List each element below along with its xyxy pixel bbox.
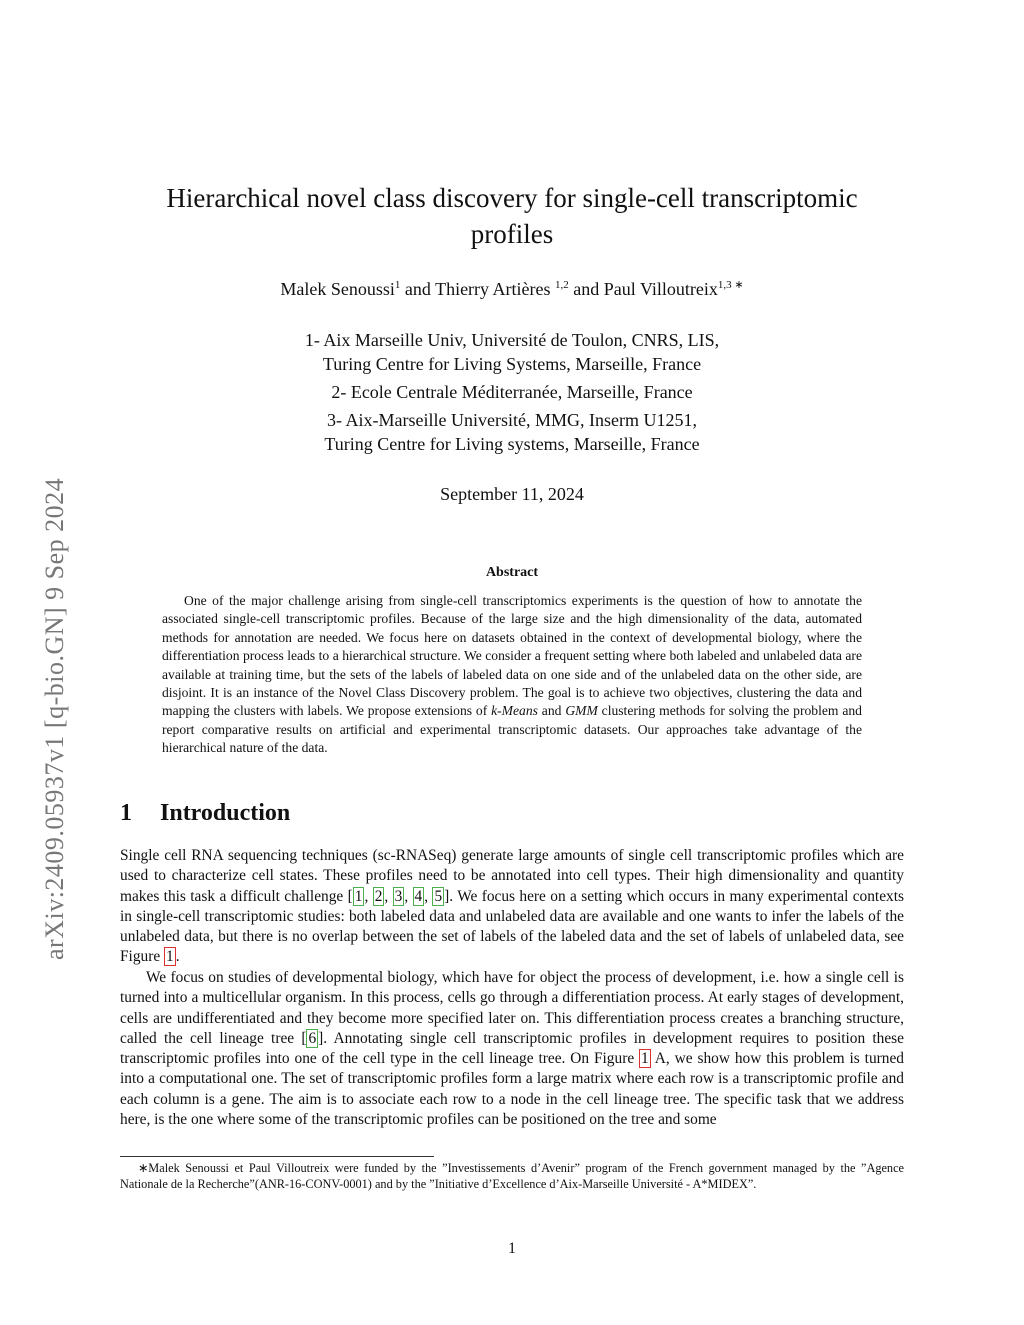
section-number: 1 <box>120 800 132 826</box>
intro-paragraph-2 <box>120 968 904 1130</box>
affiliation-line: 1- Aix Marseille Univ, Université de Toulon, CNRS, LIS, <box>304 330 720 350</box>
author-separator: and Thierry Artières <box>400 279 556 299</box>
paragraph-text: ]. Annotating single cell transcriptomic profiles in development requires to position these transcriptomic profiles into one of the cell type in the cell lineage tree. On Figure <box>120 1029 904 1068</box>
citation-link[interactable]: 1 <box>354 887 363 905</box>
author-affil-mark: 1,2 <box>555 279 569 291</box>
paragraph-text: ]. We focus here on a setting which occurs in many experimental contexts in single-cell transcriptomic studies: both labeled data and unlabeled data are available and one wants to infer the labels of the unlabeled data, but there is no overlap between the set of labels of the labeled data and the set of labels of unlabeled data, see Figure <box>120 887 905 966</box>
section-title: Introduction <box>160 800 291 826</box>
figure-link[interactable]: 1 <box>166 948 174 966</box>
abstract-term-gmm: GMM <box>565 703 598 719</box>
abstract-text: One of the major challenge arising from single-cell transcriptomics experiments is the question of how to annotate the associated single-cell transcriptomic profiles. Because of the large size and the high dimensionality of the data, automated methods for annotation are needed. We focus here on datasets obtained in the context of developmental biology, where the differentiation process leads to a hierarchical structure. We consider a frequent setting where both labeled and unlabeled data are available at training time, but the sets of the labels of labeled data on one side and of the unlabeled data on the other side, are disjoint. It is an instance of the Novel Class Discovery problem. The goal is to achieve two objectives, clustering the data and mapping the clusters with labels. We propose extensions of <box>162 593 862 719</box>
author-affil-mark: 1 <box>394 279 401 291</box>
affiliation-3 <box>120 408 904 456</box>
paragraph-text: Single cell RNA sequencing techniques (sc-RNASeq) generate large amounts of single cell transcriptomic profiles which are used to characterize cell states. These profiles need to be annotated into cell types. Their high dimensionality and quantity makes this task a difficult challenge [ <box>120 847 904 905</box>
footnote-divider <box>120 1156 434 1157</box>
title-line-2: profiles <box>470 219 554 249</box>
paragraph-text: . <box>175 948 180 966</box>
paper-title <box>120 180 904 252</box>
arxiv-identifier-stamp[interactable]: arXiv:2409.05937v1 [q-bio.GN] 9 Sep 2024 <box>40 477 69 960</box>
author-list <box>120 272 904 302</box>
author-separator: and Paul Villoutreix <box>568 279 718 299</box>
citation-link[interactable]: 3 <box>394 887 403 905</box>
affiliation-line: Turing Centre for Living Systems, Marseille, France <box>322 354 702 374</box>
publication-date: September 11, 2024 <box>440 484 584 504</box>
affiliation-line: Turing Centre for Living systems, Marseille, France <box>324 434 700 454</box>
paragraph-text: We focus on studies of developmental biology, which have for object the process of development, i.e. how a single cell is turned into a multicellular organism. In this process, cells go through a differentiation process. At early stages of development, cells are undifferentiated and they become more specified later on. This differentiation process creates a branching structure, called the cell lineage tree [ <box>120 969 904 1047</box>
paragraph-text: A, we show how this problem is turned into a computational one. The set of transcriptomic profiles form a large matrix where each row is a transcriptomic profile and each column is a gene. The aim is to associate each row to a node in the cell lineage tree. The specific task that we address here, is the one where some of the transcriptomic profiles can be positioned on the tree and some <box>120 1050 904 1129</box>
affiliation-line: 3- Aix-Marseille Université, MMG, Inserm U1251, <box>327 410 697 430</box>
citation-link[interactable]: 5 <box>434 887 443 905</box>
footnote-marker[interactable]: ∗ <box>731 279 744 291</box>
page-number: 1 <box>508 1240 516 1257</box>
citation-link[interactable]: 2 <box>374 887 383 905</box>
footnote: ∗Malek Senoussi et Paul Villoutreix were funded by the ”Investissements d’Avenir” program of the French government managed by the ”Agence Nationale de la Recherche”(ANR-16-CONV-0001) and by the ”Initiative d’Excellence d’Aix-Marseille Université - A*MIDEX”. <box>120 1161 904 1191</box>
affiliation-1 <box>120 328 904 376</box>
abstract-term-kmeans: k-Means <box>491 703 538 719</box>
intro-paragraph-1: Single cell RNA sequencing techniques (sc-RNASeq) generate large amounts of single cell transcriptomic profiles which are used to characterize cell states. These profiles need to be annotated into cell types. Their high dimensionality and quantity makes this task a difficult challenge [ 1 , 2 , 3 , 4 , 5 ]. We focus here on a setting which occurs in many experimental contexts in single-cell transcriptomic studies: both labeled data and unlabeled data are available and one wants to infer the labels of the unlabeled data, but there is no overlap between the set of labels of the labeled data and the set of labels of unlabeled data, see Figure 1 . <box>120 847 905 966</box>
abstract-body <box>162 592 862 758</box>
author-affil-mark: 1,3 <box>717 279 732 291</box>
title-line-1: Hierarchical novel class discovery for single-cell transcriptomic <box>166 183 858 213</box>
author-name: Malek Senoussi <box>280 279 395 299</box>
citation-link[interactable]: 6 <box>308 1029 317 1047</box>
abstract-heading: Abstract <box>485 565 539 580</box>
abstract-text: and <box>537 703 566 719</box>
figure-link[interactable]: 1 <box>641 1050 649 1068</box>
citation-link[interactable]: 4 <box>414 887 423 905</box>
abstract-text: clustering methods for solving the problem and report comparative results on artificial and experimental transcriptomic datasets. Our approaches take advantage of the hierarchical nature of the data. <box>162 703 862 756</box>
affiliation-2: 2- Ecole Centrale Méditerranée, Marseille, France <box>331 382 693 402</box>
section-heading-introduction <box>120 800 290 827</box>
